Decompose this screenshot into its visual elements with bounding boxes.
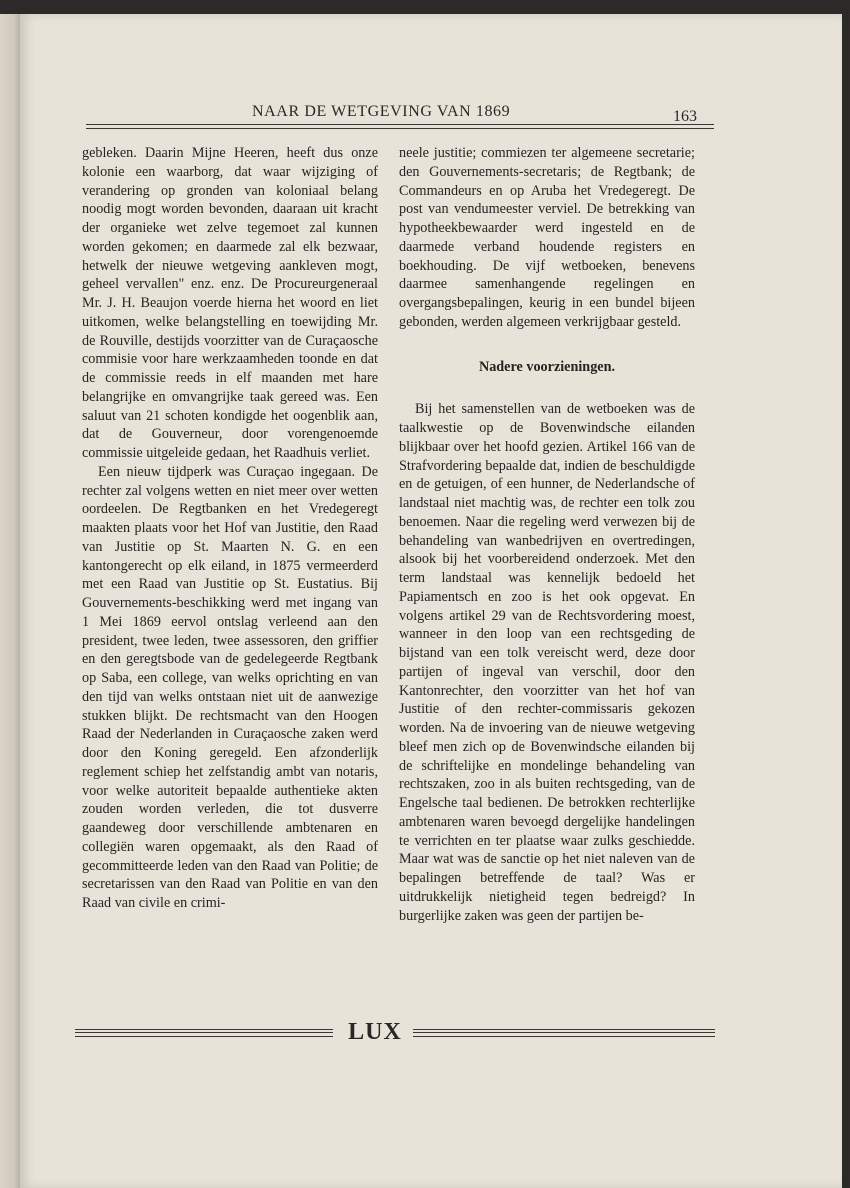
footer-rule-right: [413, 1029, 715, 1037]
lux-logo: LUX: [348, 1019, 402, 1045]
section-heading: Nadere voorzieningen.: [478, 358, 616, 375]
right-column: [399, 144, 695, 925]
header-rule: [86, 124, 714, 129]
book-page: [20, 14, 842, 1188]
footer-ornament: [75, 1019, 725, 1046]
running-head: NAAR DE WETGEVING VAN 1869: [252, 103, 511, 120]
left-paragraph-2: Een nieuw tijdperk was Curaçao ingegaan. De rechter zal volgens wetten en niet meer over wetten oordeelen. De Regtbanken en het Vredegeregt maakten plaats voor het Hof van Justitie, den Raad van Justitie op St. Maarten N. G. en een kantongerecht op elk eiland, in 1875 vermeerderd met een Raad van Justitie op St. Eustatius. Bij Gouvernements-beschikking werd met ingang van 1 Mei 1869 eervol ontslag verleend aan den president, twee leden, twee assessoren, den griffier en den geregtsbode van de gedelegeerde Regtbank op Saba, een college, van welks oprichting en van den tijd van welks ontstaan niet uit de aanwezige stukken blijkt. De rechtsmacht van den Hoogen Raad der Nederlanden in Curaçaosche zaken werd door den Koning geregeld. Een afzonderlijk reglement schiep het zelfstandig ambt van notaris, voor welke autoriteit bepaalde authentieke akten zouden worden verleden, die tot dusverre gaandeweg door verschillende ambtenaren en collegiën waren opgemaakt, als den Raad of gecommitteerde leden van den Raad van Politie; de secretarissen van den Raad van Politie en van den Raad van civile en crimi-: [82, 463, 378, 911]
right-paragraph-1: neele justitie; commiezen ter algemeene secretarie; den Gouvernements-secretaris; de Regtbank; de Commandeurs en op Aruba het Vredegeregt. De post van vendumeester verviel. De betrekking van hypotheekbewaarder werd ingesteld en de daarmede verband houdende registers en boekhouding. De vijf wetboeken, benevens daarmee samenhangende regelingen en overgangsbepalingen, keurig in een bundel bijeen gebonden, werden algemeen verkrijgbaar gesteld.: [399, 145, 695, 330]
left-paragraph-1: gebleken. Daarin Mijne Heeren, heeft dus onze kolonie een waarborg, dat waar wijziging of verandering op gronden van koloniaal belang noodig mogt worden bevonden, daaraan uit kracht der organieke wet zelve tegemoet zal kunnen worden gekomen; en daarmede zal elk bezwaar, hetwelk der nieuwe wetgeving aankleven mogt, geheel vervallen" enz. enz. De Procureurgeneraal Mr. J. H. Beaujon voerde hierna het woord en liet uitkomen, welke belangstelling en toewijding Mr. de Rouville, destijds voorzitter van de Curaçaosche commisie voor hare werkzaamheden toonde en dat de commissie reeds in elf maanden met hare belangrijke en omvangrijke taak gereed was. Een saluut van 21 schoten kondigde het oogenblik aan, dat de Gouverneur, door vorengenoemde commissie uitgeleide gedaan, het Raadhuis verliet.: [82, 145, 378, 461]
page-number: 163: [673, 108, 697, 125]
footer-rule-left: [75, 1029, 333, 1037]
left-column: [82, 144, 378, 913]
facing-page-edge: [0, 14, 20, 1188]
right-paragraph-2: Bij het samenstellen van de wetboeken was de taalkwestie op de Bovenwindsche eilanden blijkbaar over het hoofd gezien. Artikel 166 van de Strafvordering bepaalde dat, indien de beschuldigde en de getuigen, of een hunner, de Nederlandsche of landstaal niet machtig was, de rechter een tolk zou benoemen. Naar die regeling werd verwezen bij de behandeling van wanbedrijven en overtredingen, alsook bij het voorbereidend onderzoek. Met den term landstaal was kennelijk bedoeld het Papiamentsch en zoo is het ook opgevat. En volgens artikel 29 van de Rechtsvordering moest, wanneer in den loop van een rechtsgeding de bijstand van een tolk vereischt werd, deze door partijen of ingeval van verschil, door den Kantonrechter, den voorzitter van het hof van Justitie of den rechter-commissaris gekozen worden. Na de invoering van de nieuwe wetgeving bleef men zich op de Bovenwindsche eilanden bij de schriftelijke en mondelinge behandeling van rechtszaken, zoo in als buiten rechtsgeding, van de Engelsche taal bedienen. De betrokken rechterlijke ambtenaren waren bevoegd dergelijke handelingen te verrichten en ter plaatse waar zulks geschiedde. Maar wat was de sanctie op het niet naleven van de bepalingen betreffende de taal? Was er uitdrukkelijk nietigheid tegen bedreigd? In burgerlijke zaken was geen der partijen be-: [399, 401, 695, 924]
